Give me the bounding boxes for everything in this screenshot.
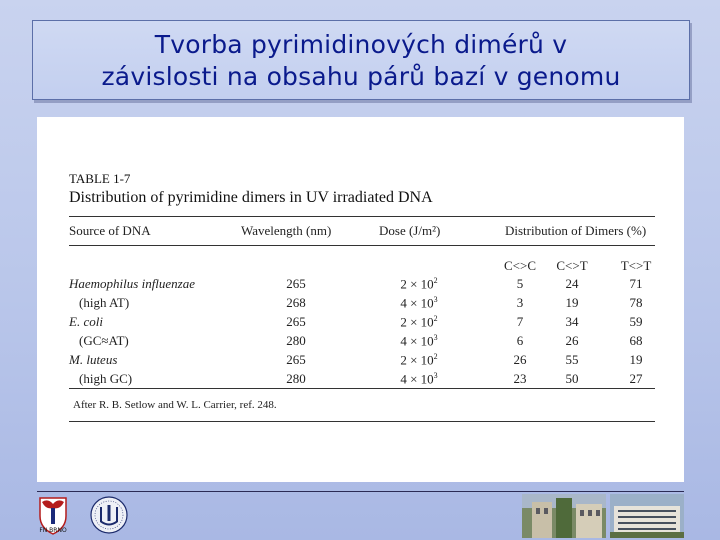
- footer-rule: [37, 491, 684, 492]
- dose-coefficient: 2 × 10: [400, 276, 434, 292]
- dose-exponent: 2: [433, 276, 438, 285]
- footnote-rule: [69, 421, 655, 422]
- dose-exponent: 2: [433, 314, 438, 323]
- dose-cell: [389, 295, 449, 311]
- dose-cell: [389, 333, 449, 349]
- cc-percent-cell: 6: [516, 333, 524, 348]
- dose-cell: [389, 352, 449, 368]
- tt-percent-cell: 19: [629, 352, 643, 367]
- table-figure: [37, 117, 684, 482]
- table-body: [69, 246, 655, 388]
- dose-coefficient: 2 × 10: [400, 352, 434, 368]
- table-caption: Distribution of pyrimidine dimers in UV irradiated DNA: [69, 189, 433, 206]
- wavelength-cell: 265: [286, 276, 306, 291]
- subheader-ct: C<>T: [556, 258, 588, 273]
- cc-percent-cell: 26: [513, 352, 527, 367]
- header-wavelength: Wavelength (nm): [241, 223, 332, 238]
- cc-percent-cell: 7: [516, 314, 524, 329]
- dose-coefficient: 4 × 10: [400, 295, 434, 311]
- wavelength-cell: 280: [286, 333, 306, 348]
- building-photo-icon: [610, 494, 684, 538]
- ct-percent-cell: 34: [565, 314, 579, 329]
- wavelength-cell: 268: [286, 295, 306, 310]
- header-row: [69, 217, 655, 245]
- header-distribution: Distribution of Dimers (%): [505, 223, 647, 238]
- dose-cell: [389, 314, 449, 330]
- dose-exponent: 3: [433, 371, 438, 380]
- source-gc-content: (high AT): [79, 295, 130, 310]
- subheader-cc: C<>C: [503, 258, 536, 273]
- tt-percent-cell: 68: [629, 333, 643, 348]
- source-name: Haemophilus influenzae: [69, 276, 196, 291]
- slide-title-line-1: Tvorba pyrimidinových dimérů v: [154, 30, 568, 59]
- table-number: TABLE 1-7: [69, 171, 131, 186]
- source-gc-content: (GC≈AT): [79, 333, 129, 348]
- header-dose: Dose (J/m²): [379, 223, 441, 238]
- dose-exponent: 3: [433, 333, 438, 342]
- header-source: Source of DNA: [69, 223, 151, 238]
- dose-coefficient: 2 × 10: [400, 314, 434, 330]
- dose-cell: [389, 371, 449, 387]
- dose-coefficient: 4 × 10: [400, 333, 434, 349]
- building-photo-icon: [522, 494, 606, 538]
- source-name: M. luteus: [69, 352, 118, 367]
- tt-percent-cell: 59: [629, 314, 643, 329]
- logo-left-text: FN BRNO: [39, 527, 67, 534]
- wavelength-cell: 265: [286, 314, 306, 329]
- ct-percent-cell: 50: [565, 371, 579, 386]
- table-footnote: After R. B. Setlow and W. L. Carrier, ref. 248.: [73, 399, 277, 411]
- wavelength-cell: 265: [286, 352, 306, 367]
- dose-exponent: 2: [433, 352, 438, 361]
- title-box: [32, 20, 690, 100]
- slide-title-line-2: závislosti na obsahu párů bazí v genomu: [101, 62, 621, 91]
- tt-percent-cell: 71: [629, 276, 643, 291]
- dose-coefficient: 4 × 10: [400, 371, 434, 387]
- masaryk-university-logo-icon: [90, 495, 128, 535]
- dose-cell: [389, 276, 449, 292]
- cc-percent-cell: 5: [516, 276, 524, 291]
- ct-percent-cell: 24: [565, 276, 579, 291]
- hospital-emblem-icon: [36, 494, 70, 536]
- ct-percent-cell: 19: [565, 295, 579, 310]
- source-name: E. coli: [69, 314, 103, 329]
- wavelength-cell: 280: [286, 371, 306, 386]
- ct-percent-cell: 26: [565, 333, 579, 348]
- subheader-tt: T<>T: [620, 258, 652, 273]
- cc-percent-cell: 3: [516, 295, 524, 310]
- slide-title: [33, 21, 689, 93]
- tt-percent-cell: 78: [629, 295, 643, 310]
- ct-percent-cell: 55: [565, 352, 579, 367]
- source-gc-content: (high GC): [79, 371, 133, 386]
- dose-exponent: 3: [433, 295, 438, 304]
- table-block: [69, 171, 655, 422]
- tt-percent-cell: 27: [629, 371, 643, 386]
- cc-percent-cell: 23: [513, 371, 527, 386]
- bottom-rule: [69, 388, 655, 389]
